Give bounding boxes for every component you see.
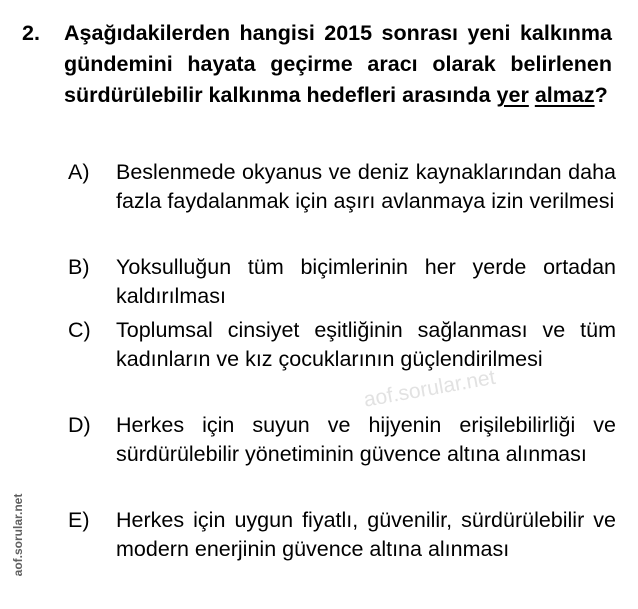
- option-d-text: Herkes için suyun ve hijyenin erişilebilirliği ve sürdürülebilir yönetiminin güvence altına alınması: [116, 413, 616, 466]
- watermark-side: aof.sorular.net: [11, 493, 25, 577]
- option-a-label: A): [68, 160, 90, 184]
- question-emphasis-almaz: almaz: [534, 83, 595, 107]
- question-text: [64, 18, 612, 111]
- option-c-label: C): [68, 318, 91, 342]
- option-e-text: Herkes için uygun fiyatlı, güvenilir, sürdürülebilir ve modern enerjinin güvence altına alınması: [116, 508, 616, 561]
- option-b-text: Yoksulluğun tüm biçimlerinin her yerde ortadan kaldırılması: [116, 255, 616, 308]
- option-c-text: Toplumsal cinsiyet eşitliğinin sağlanması ve tüm kadınların ve kız çocuklarının güçlendirilmesi: [116, 318, 616, 371]
- question-stem: Aşağıdakilerden hangisi 2015 sonrası yeni kalkınma gündemini hayata geçirme aracı olarak belirlenen sürdürülebilir kalkınma hedefleri arasında: [64, 21, 612, 107]
- question-emphasis-yer: yer: [496, 83, 529, 107]
- option-c[interactable]: [68, 316, 616, 374]
- watermark-center: aof.sorular.net: [362, 365, 498, 412]
- option-a-text: Beslenmede okyanus ve deniz kaynaklarından daha fazla faydalanmak için aşırı avlanmaya izin verilmesi: [116, 160, 616, 213]
- option-b-label: B): [68, 255, 90, 279]
- option-d[interactable]: [68, 411, 616, 469]
- question: [22, 18, 612, 111]
- question-number: 2.: [22, 21, 40, 45]
- option-d-label: D): [68, 413, 91, 437]
- option-b[interactable]: [68, 253, 616, 311]
- option-a[interactable]: [68, 158, 616, 216]
- option-e-label: E): [68, 508, 90, 532]
- question-mark: ?: [594, 83, 608, 107]
- option-e[interactable]: [68, 506, 616, 564]
